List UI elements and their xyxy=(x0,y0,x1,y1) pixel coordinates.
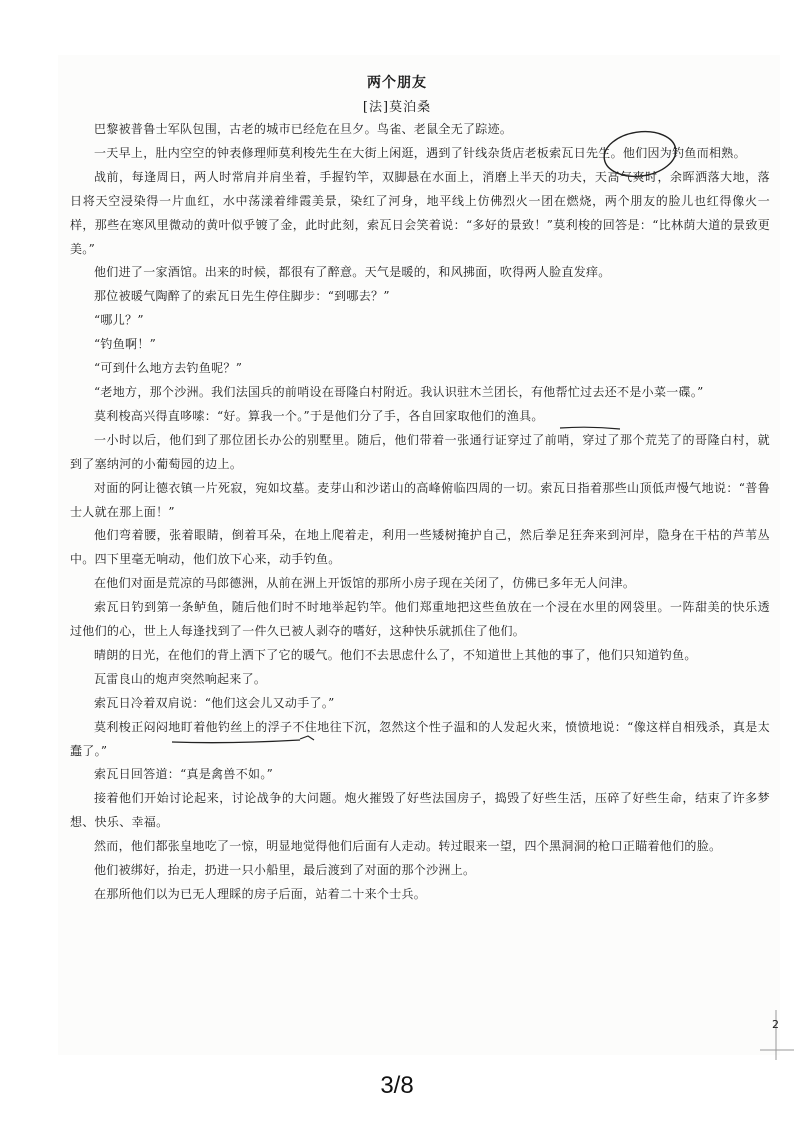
paragraph: 然而，他们都张皇地吃了一惊，明显地觉得他们后面有人走动。转过眼来一望，四个黑洞洞的枪口正瞄着他们的脸。 xyxy=(94,839,722,854)
paragraph: 索瓦日冷着双肩说：“他们这会儿又动手了。” xyxy=(94,695,335,710)
paragraph: 他们被绑好，抬走，扔进一只小船里，最后渡到了对面的那个沙洲上。 xyxy=(94,863,476,878)
paragraph: 他们进了一家酒馆。出来的时候，都很有了醉意。天气是暖的，和风拂面，吹得两人脸直发痒。 xyxy=(94,265,611,280)
paragraph: “可到什么地方去钓鱼呢？” xyxy=(94,361,243,376)
paragraph: “哪儿？” xyxy=(94,313,144,328)
paragraph: 他们弯着腰，张着眼睛，倒着耳朵，在地上爬着走，利用一些矮树掩护自己，然后拳足狂奔来到河岸，隐身在干枯的芦苇丛中。四下里毫无响动，他们放下心来，动手钓鱼。 xyxy=(70,528,770,567)
paragraph: “老地方，那个沙洲。我们法国兵的前哨设在哥隆白村附近。我认识驻木兰团长，有他帮忙过去还不是小菜一碟。” xyxy=(94,384,704,399)
margin-page-number: 2 xyxy=(772,1018,779,1031)
paragraph: 晴朗的日光，在他们的背上洒下了它的暖气。他们不去思虑什么了，不知道世上其他的事了，他们只知道钓鱼。 xyxy=(94,647,697,662)
document-body xyxy=(70,118,770,907)
paragraph: 莫利梭正闷闷地盯着他钓丝上的浮子不住地往下沉，忽然这个性子温和的人发起火来，愤愤地说：“像这样自相残杀，真是太蠢了。” xyxy=(70,719,770,758)
page-indicator: 3/8 xyxy=(380,1072,414,1099)
paragraph: 索瓦日钓到第一条鲈鱼，随后他们时不时地举起钓竿。他们郑重地把这些鱼放在一个浸在水里的网袋里。一阵甜美的快乐透过他们的心，世上人每逢找到了一件久已被人剥夺的嗜好，这种快乐就抓住了他们。 xyxy=(70,600,770,639)
paragraph: “钓鱼啊！” xyxy=(94,337,157,352)
paragraph: 接着他们开始讨论起来，讨论战争的大问题。炮火摧毁了好些法国房子，捣毁了好些生活，压碎了好些生命，结束了许多梦想、快乐、幸福。 xyxy=(70,791,770,830)
document-title: 两个朋友 xyxy=(367,75,427,91)
paragraph: 一小时以后，他们到了那位团长办公的别墅里。随后，他们带着一张通行证穿过了前哨，穿过了那个荒芜了的哥隆白村，就到了塞纳河的小葡萄园的边上。 xyxy=(70,432,770,471)
paragraph: 那位被暖气陶醉了的索瓦日先生停住脚步：“到哪去？” xyxy=(94,289,390,304)
paragraph: 战前，每逢周日，两人时常肩并肩坐着，手握钓竿，双脚悬在水面上，消磨上半天的功夫，天高气爽时，余晖洒落大地，落日将天空浸染得一片血红，水中荡漾着绯霞美景，染红了河身，地平线上仿佛烈火一团在燃烧，两个朋友的脸儿也红得像火一样，那些在寒风里微动的黄叶似乎镀了金，此时此刻，索瓦日会笑着说：“多好的景致！”莫利梭的回答是：“比林荫大道的景致更美。” xyxy=(70,169,770,256)
paragraph: 索瓦日回答道：“真是禽兽不如。” xyxy=(94,767,274,782)
paragraph: 巴黎被普鲁士军队包围，古老的城市已经危在旦夕。鸟雀、老鼠全无了踪迹。 xyxy=(94,122,513,136)
paragraph: 在那所他们以为已无人理睬的房子后面，站着二十来个士兵。 xyxy=(94,887,427,901)
document-author: [法]莫泊桑 xyxy=(362,100,432,115)
paragraph: 莫利梭高兴得直哆嗦：“好。算我一个。”于是他们分了手，各自回家取他们的渔具。 xyxy=(94,408,544,423)
paragraph: 对面的阿让德衣镇一片死寂，宛如坟墓。麦芽山和沙诺山的高峰俯临四周的一切。索瓦日指着那些山顶低声慢气地说：“普鲁士人就在那上面！” xyxy=(70,480,770,519)
paragraph: 在他们对面是荒凉的马郎德洲，从前在洲上开饭馆的那所小房子现在关闭了，仿佛已多年无人问津。 xyxy=(94,576,636,591)
paragraph: 瓦雷良山的炮声突然响起来了。 xyxy=(94,671,267,686)
paragraph: 一天早上，肚内空空的钟表修理师莫利梭先生在大街上闲逛，遇到了针线杂货店老板索瓦日先生。他们因为钓鱼而相熟。 xyxy=(94,145,746,160)
